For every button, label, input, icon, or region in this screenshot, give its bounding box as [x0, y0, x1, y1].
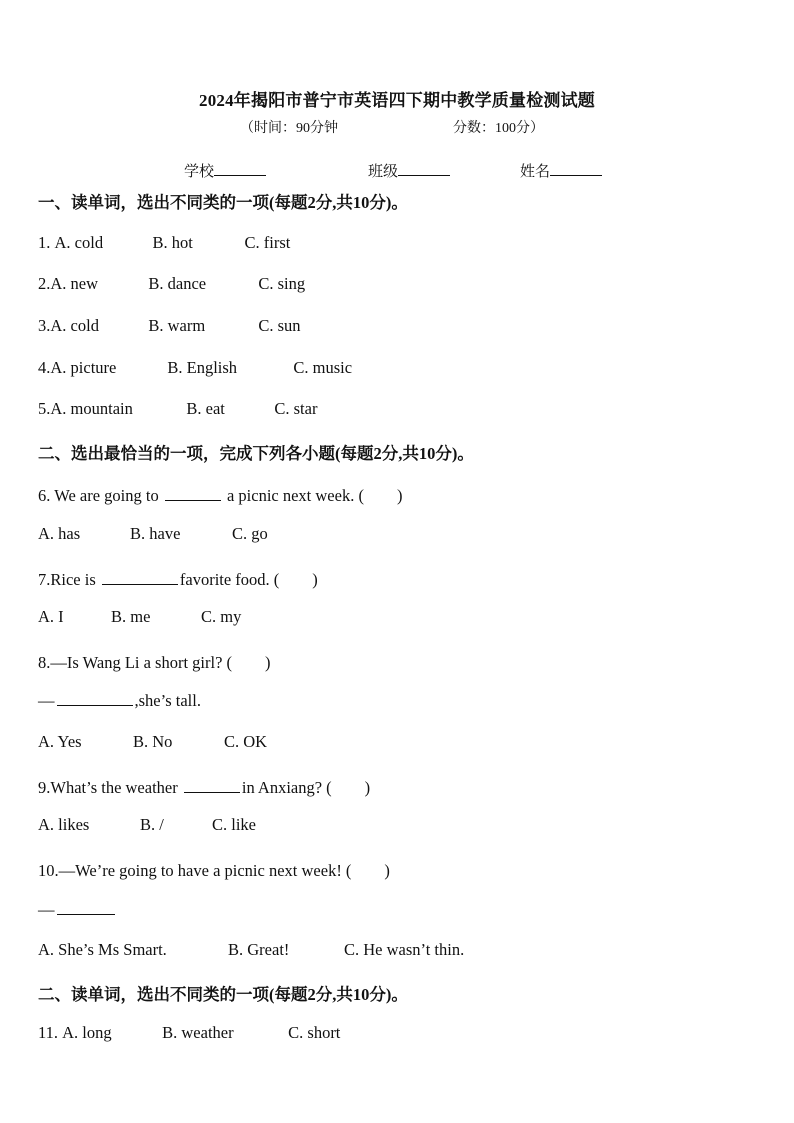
question-3	[38, 316, 301, 336]
name-label: 姓名	[520, 164, 551, 180]
question-8	[38, 649, 271, 673]
option-b: B. dance	[148, 274, 207, 293]
question-number: 4.	[38, 358, 51, 377]
question-7-options	[38, 607, 241, 627]
option-a: A. I	[38, 607, 64, 626]
question-2	[38, 274, 305, 294]
reply-dash: —	[38, 900, 55, 919]
option-a: A. cold	[50, 316, 99, 335]
answer-blank	[165, 485, 221, 501]
reply-text: ,she’s tall.	[134, 691, 201, 710]
option-c: C. OK	[224, 732, 268, 751]
option-a: A. long	[62, 1023, 112, 1042]
option-c: C. like	[212, 815, 256, 834]
option-c: C. sun	[258, 316, 301, 335]
question-10-options	[38, 940, 464, 960]
answer-blank	[102, 569, 178, 585]
question-number: 1.	[38, 233, 51, 252]
option-b: B. English	[167, 358, 238, 377]
option-a: A. mountain	[50, 399, 133, 418]
question-number: 2.	[38, 274, 51, 293]
option-b: B. /	[140, 815, 164, 834]
school-blank	[214, 161, 266, 176]
option-b: B. No	[133, 732, 173, 751]
section-heading: 二、选出最恰当的一项，完成下列各小题(每题2分,共10分)。	[38, 444, 474, 463]
option-a: A. cold	[54, 233, 104, 252]
question-stem: 7.Rice is	[38, 570, 96, 589]
option-c: C. star	[274, 399, 318, 418]
question-number: 5.	[38, 399, 51, 418]
question-6	[38, 482, 402, 506]
option-a: A. picture	[50, 358, 117, 377]
section-heading: 一、读单词，选出不同类的一项(每题2分,共10分)。	[38, 193, 408, 212]
option-b: B. warm	[148, 316, 206, 335]
question-1	[38, 233, 290, 253]
option-a: A. Yes	[38, 732, 82, 751]
option-a: A. new	[50, 274, 99, 293]
question-stem-end: a picnic next week. ( )	[226, 486, 403, 505]
option-c: C. short	[288, 1023, 341, 1042]
question-number: 3.	[38, 316, 51, 335]
question-stem: 6. We are going to	[38, 486, 159, 505]
page-title: 2024年揭阳市普宁市英语四下期中教学质量检测试题	[199, 91, 595, 110]
section-heading: 二、读单词，选出不同类的一项(每题2分,共10分)。	[38, 985, 408, 1004]
answer-blank	[184, 777, 240, 793]
question-4	[38, 358, 352, 378]
option-c: C. music	[293, 358, 353, 377]
reply-dash: —	[38, 691, 55, 710]
question-stem-end: favorite food. ( )	[179, 570, 318, 589]
question-10	[38, 857, 390, 881]
question-stem: 9.What’s the weather	[38, 778, 178, 797]
question-8-options	[38, 732, 267, 752]
option-c: C. sing	[258, 274, 306, 293]
option-a: A. She’s Ms Smart.	[38, 940, 167, 959]
option-b: B. weather	[162, 1023, 234, 1042]
question-9-options	[38, 815, 256, 835]
option-b: B. me	[111, 607, 151, 626]
answer-blank	[57, 690, 133, 706]
option-b: B. have	[130, 524, 181, 543]
question-5	[38, 399, 317, 419]
option-a: A. likes	[38, 815, 90, 834]
option-c: C. go	[232, 524, 268, 543]
class-field	[368, 160, 450, 181]
question-8-reply	[38, 690, 201, 711]
question-7	[38, 566, 318, 590]
option-b: B. hot	[152, 233, 193, 252]
school-label: 学校	[184, 164, 215, 180]
option-a: A. has	[38, 524, 81, 543]
exam-score: 分数：100分）	[453, 121, 544, 136]
question-6-options	[38, 524, 268, 544]
question-stem: 10.—We’re going to have a picnic next week! ( )	[38, 861, 390, 880]
exam-time: （时间：90分钟	[240, 121, 338, 136]
question-stem: 8.—Is Wang Li a short girl? ( )	[38, 653, 271, 672]
option-c: C. first	[244, 233, 291, 252]
option-b: B. eat	[186, 399, 225, 418]
name-blank	[550, 161, 602, 176]
question-9	[38, 774, 370, 798]
answer-blank	[57, 899, 115, 915]
question-10-reply	[38, 899, 117, 920]
name-field	[520, 160, 602, 181]
question-stem-end: in Anxiang? ( )	[241, 778, 371, 797]
option-c: C. He wasn’t thin.	[344, 940, 465, 959]
option-c: C. my	[201, 607, 242, 626]
class-blank	[398, 161, 450, 176]
school-field	[184, 160, 266, 181]
question-number: 11.	[38, 1023, 59, 1042]
question-11	[38, 1023, 340, 1043]
option-b: B. Great!	[228, 940, 290, 959]
class-label: 班级	[368, 164, 399, 180]
